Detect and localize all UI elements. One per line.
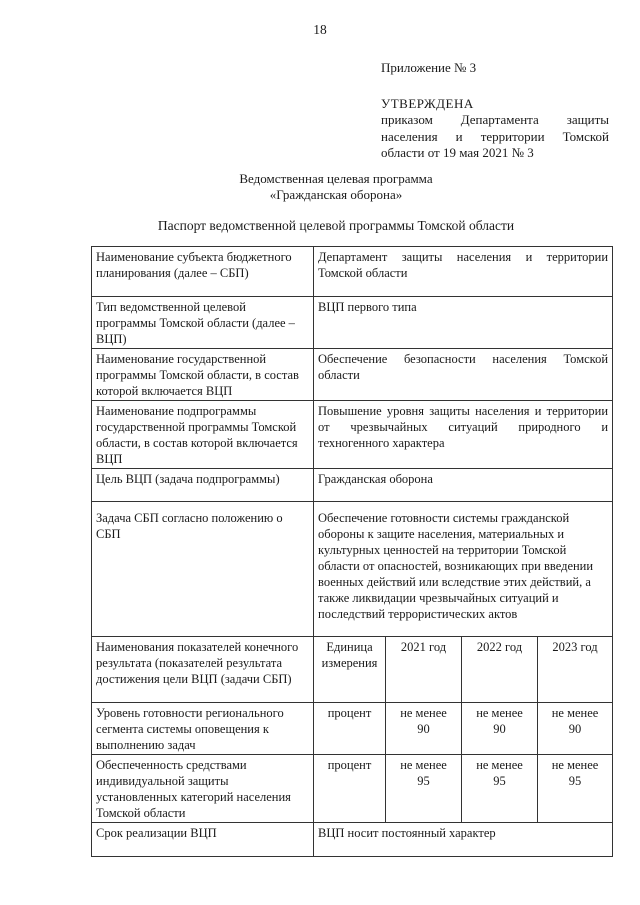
year-2021-header: 2021 год bbox=[386, 637, 462, 703]
approval-line-3: области от 19 мая 2021 № 3 bbox=[381, 145, 534, 160]
row-label: Задача СБП согласно положению о СБП bbox=[92, 502, 314, 637]
approval-line-1: приказом Департамента защиты bbox=[381, 112, 609, 127]
page-number: 18 bbox=[313, 22, 327, 37]
approval-title: УТВЕРЖДЕНА bbox=[381, 96, 474, 111]
row-value: Повышение уровня защиты населения и территории от чрезвычайных ситуаций природного и техногенного характера bbox=[314, 401, 613, 469]
table-row bbox=[92, 247, 613, 297]
table-row bbox=[92, 469, 613, 502]
indicator-value-2023: не менее 95 bbox=[538, 755, 613, 823]
row-label: Наименование подпрограммы государственной программы Томской области, в состав которой включается ВЦП bbox=[92, 401, 314, 469]
indicator-value-2022: не менее 90 bbox=[462, 703, 538, 755]
year-2022-header: 2022 год bbox=[462, 637, 538, 703]
indicator-header-row bbox=[92, 637, 613, 703]
table-row bbox=[92, 401, 613, 469]
indicator-value-2023: не менее 90 bbox=[538, 703, 613, 755]
row-label: Цель ВЦП (задача подпрограммы) bbox=[92, 469, 314, 502]
row-value: Обеспечение безопасности населения Томской области bbox=[314, 349, 613, 401]
year-2023-header: 2023 год bbox=[538, 637, 613, 703]
row-label: Наименование субъекта бюджетного планирования (далее – СБП) bbox=[92, 247, 314, 297]
term-value: ВЦП носит постоянный характер bbox=[314, 823, 613, 857]
approval-line-2: населения и территории Томской bbox=[381, 128, 609, 144]
program-title-line-1: Ведомственная целевая программа bbox=[239, 171, 433, 186]
approval-text bbox=[381, 112, 609, 162]
indicator-row bbox=[92, 703, 613, 755]
program-title-line-2: «Гражданская оборона» bbox=[269, 187, 403, 202]
indicator-row bbox=[92, 755, 613, 823]
passport-title: Паспорт ведомственной целевой программы Томской области bbox=[157, 218, 515, 233]
table-row bbox=[92, 823, 613, 857]
program-title bbox=[0, 171, 640, 203]
table-row bbox=[92, 297, 613, 349]
indicator-header-label: Наименования показателей конечного результата (показателей результата достижения цели ВЦП (задачи СБП) bbox=[92, 637, 314, 703]
row-label: Наименование государственной программы Томской области, в состав которой включается ВЦП bbox=[92, 349, 314, 401]
indicator-value-2022: не менее 95 bbox=[462, 755, 538, 823]
unit-header: Единица измерения bbox=[314, 637, 386, 703]
table-row bbox=[92, 349, 613, 401]
appendix-label: Приложение № 3 bbox=[381, 60, 477, 75]
indicator-label: Обеспеченность средствами индивидуальной защиты установленных категорий населения Томской области bbox=[92, 755, 314, 823]
row-label: Тип ведомственной целевой программы Томской области (далее – ВЦП) bbox=[92, 297, 314, 349]
row-value: Обеспечение готовности системы гражданской обороны к защите населения, материальных и культурных ценностей на территории Томской области от опасностей, возникающих при введении военных действий или вследствие этих действий, а также ликвидации чрезвычайных ситуаций и последствий террористических актов bbox=[314, 502, 613, 637]
indicator-value-2021: не менее 95 bbox=[386, 755, 462, 823]
indicator-unit: процент bbox=[314, 755, 386, 823]
indicator-unit: процент bbox=[314, 703, 386, 755]
indicator-value-2021: не менее 90 bbox=[386, 703, 462, 755]
table-row bbox=[92, 502, 613, 637]
term-label: Срок реализации ВЦП bbox=[92, 823, 314, 857]
indicator-label: Уровень готовности регионального сегмента системы оповещения к выполнению задач bbox=[92, 703, 314, 755]
row-value: ВЦП первого типа bbox=[314, 297, 613, 349]
row-value: Гражданская оборона bbox=[314, 469, 613, 502]
row-value: Департамент защиты населения и территории Томской области bbox=[314, 247, 613, 297]
passport-table bbox=[91, 246, 613, 857]
